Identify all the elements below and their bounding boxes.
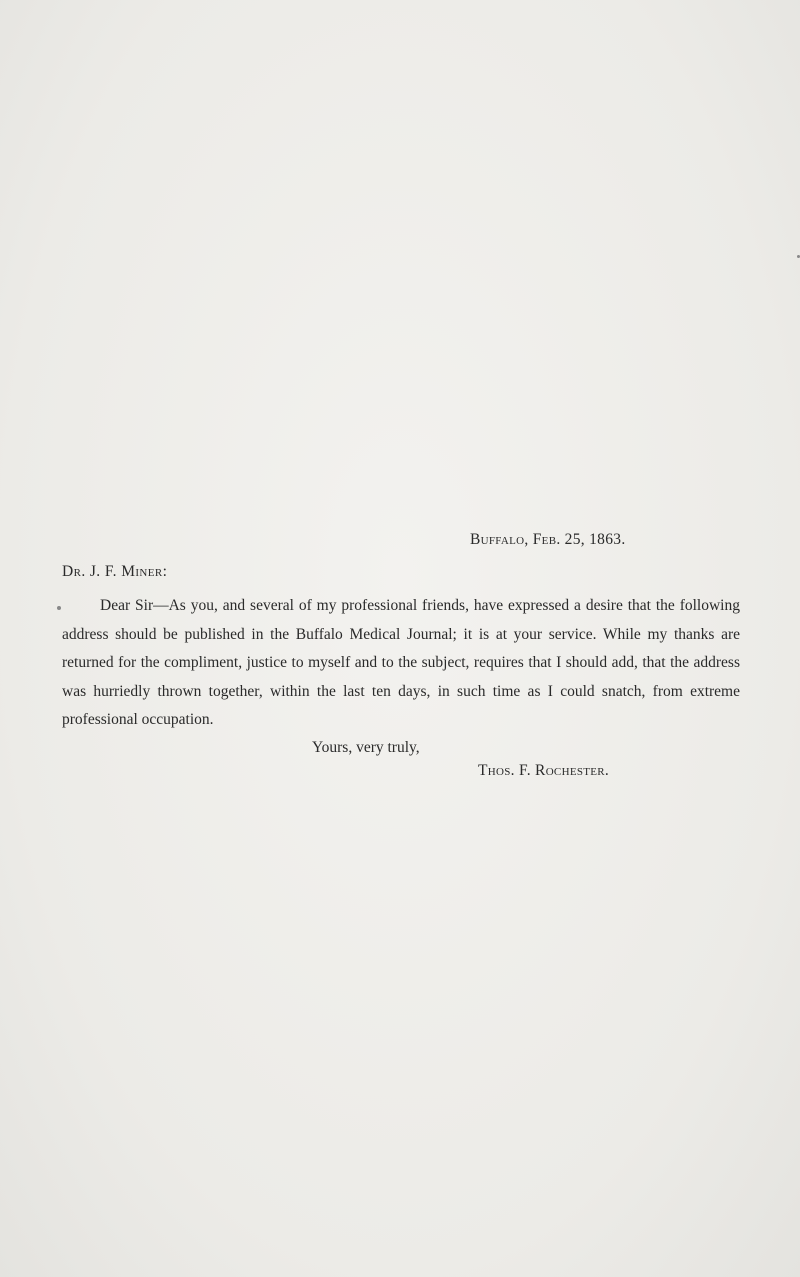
letter-closing: Yours, very truly, <box>312 739 420 756</box>
letter-salutation: Dr. J. F. Miner: <box>62 563 168 580</box>
letter-dateline: Buffalo, Feb. 25, 1863. <box>470 531 626 548</box>
scan-speck <box>57 606 61 610</box>
letter-body: Dear Sir—As you, and several of my professional friends, have expressed a desire that the following address should be published in the Buffalo Medical Journal; it is at your service. While my thanks are returned for the compliment, justice to myself and to the subject, requires that I should add, that the address was hurriedly thrown together, within the last ten days, in such time as I could snatch, from extreme professional occupation. <box>62 597 740 729</box>
letter-signature: Thos. F. Rochester. <box>478 762 610 779</box>
